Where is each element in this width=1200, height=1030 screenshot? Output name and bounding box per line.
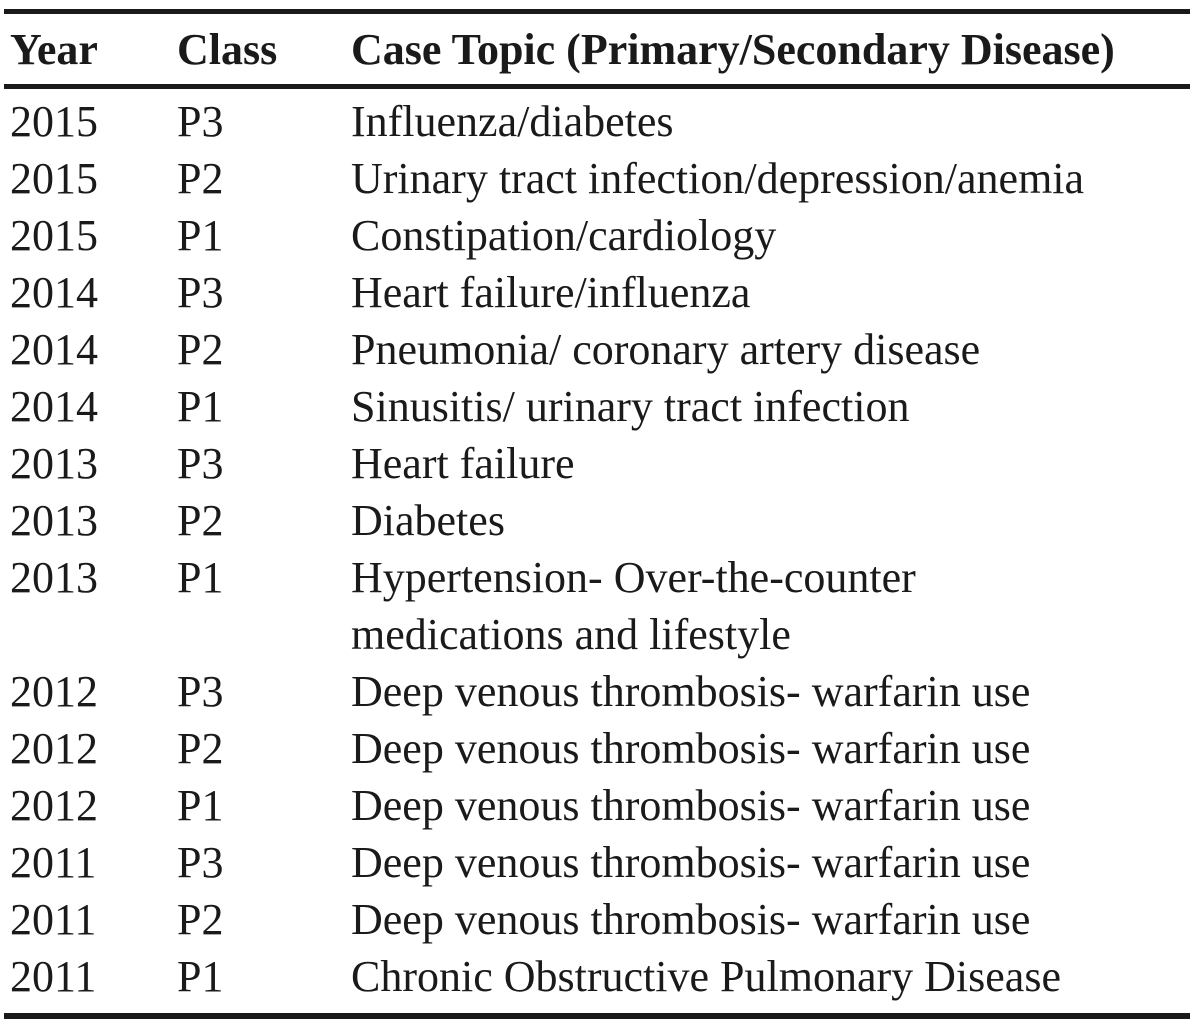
cell-class: P1 xyxy=(177,382,224,431)
cell-class: P1 xyxy=(177,211,224,260)
cell-case-topic: Constipation/cardiology xyxy=(351,211,777,260)
table-row xyxy=(0,435,1200,492)
cell-case-topic: Deep venous thrombosis- warfarin use xyxy=(351,781,1031,830)
cell-class: P3 xyxy=(177,97,224,146)
cell-class: P2 xyxy=(177,496,224,545)
header-year: Year xyxy=(10,25,98,74)
table-row xyxy=(0,150,1200,207)
table-row xyxy=(0,321,1200,378)
cell-class: P1 xyxy=(177,781,224,830)
table-row xyxy=(0,207,1200,264)
cell-case-topic: Sinusitis/ urinary tract infection xyxy=(351,382,910,431)
cell-class: P1 xyxy=(177,553,224,602)
cell-case-topic: Chronic Obstructive Pulmonary Disease xyxy=(351,952,1061,1001)
cell-class: P3 xyxy=(177,838,224,887)
cell-class: P3 xyxy=(177,439,224,488)
table-header-row xyxy=(0,20,1200,80)
cell-year: 2015 xyxy=(10,97,98,146)
table-body xyxy=(0,93,1200,1005)
cell-class: P1 xyxy=(177,952,224,1001)
cell-case-topic: Urinary tract infection/depression/anemia xyxy=(351,154,1085,203)
cell-case-topic: Influenza/diabetes xyxy=(351,97,674,146)
cell-year: 2014 xyxy=(10,325,98,374)
header-class: Class xyxy=(177,25,278,74)
cell-year: 2012 xyxy=(10,781,98,830)
cell-class: P2 xyxy=(177,895,224,944)
table-row xyxy=(0,663,1200,720)
cell-class: P3 xyxy=(177,667,224,716)
table-header-rule xyxy=(4,84,1190,89)
table-row xyxy=(0,549,1200,663)
cell-year: 2014 xyxy=(10,268,98,317)
table-row xyxy=(0,264,1200,321)
table-row xyxy=(0,891,1200,948)
cell-year: 2014 xyxy=(10,382,98,431)
table-row xyxy=(0,378,1200,435)
cell-case-topic: Heart failure xyxy=(351,439,575,488)
cell-year: 2013 xyxy=(10,553,98,602)
cell-year: 2015 xyxy=(10,154,98,203)
cell-case-topic: Deep venous thrombosis- warfarin use xyxy=(351,667,1031,716)
cell-year: 2015 xyxy=(10,211,98,260)
cell-year: 2011 xyxy=(10,895,97,944)
cell-year: 2012 xyxy=(10,667,98,716)
cell-class: P2 xyxy=(177,724,224,773)
cell-class: P3 xyxy=(177,268,224,317)
cell-case-topic: Diabetes xyxy=(351,496,505,545)
cell-year: 2012 xyxy=(10,724,98,773)
cell-case-topic: Deep venous thrombosis- warfarin use xyxy=(351,838,1031,887)
cell-class: P2 xyxy=(177,154,224,203)
table-row xyxy=(0,948,1200,1005)
cell-case-topic: Deep venous thrombosis- warfarin use xyxy=(351,895,1031,944)
table-row xyxy=(0,777,1200,834)
table-top-rule xyxy=(4,9,1190,14)
cell-case-topic: Pneumonia/ coronary artery disease xyxy=(351,325,981,374)
cell-case-topic: Heart failure/influenza xyxy=(351,268,751,317)
table-bottom-rule xyxy=(4,1013,1190,1019)
table-row xyxy=(0,93,1200,150)
cell-class: P2 xyxy=(177,325,224,374)
cell-year: 2011 xyxy=(10,838,97,887)
cell-case-topic: Hypertension- Over-the-counter medications and lifestyle xyxy=(351,553,916,659)
table-row xyxy=(0,720,1200,777)
cell-case-topic: Deep venous thrombosis- warfarin use xyxy=(351,724,1031,773)
header-case-topic: Case Topic (Primary/Secondary Disease) xyxy=(351,25,1115,74)
table-row xyxy=(0,492,1200,549)
cell-year: 2011 xyxy=(10,952,97,1001)
cell-year: 2013 xyxy=(10,496,98,545)
cell-year: 2013 xyxy=(10,439,98,488)
table-row xyxy=(0,834,1200,891)
